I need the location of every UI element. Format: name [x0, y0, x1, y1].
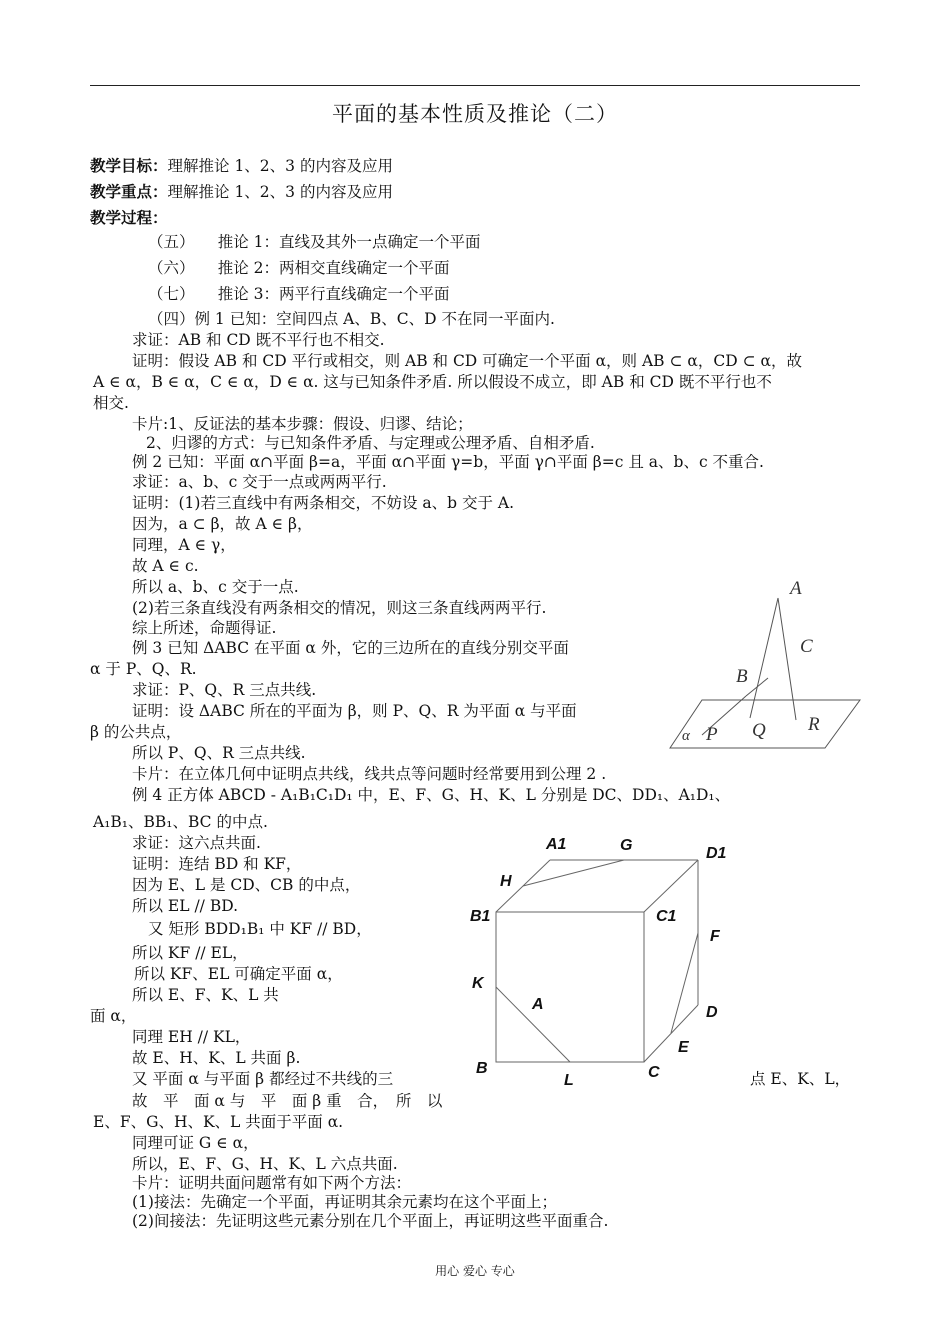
label-L: L	[564, 1072, 574, 1089]
label-D: D	[706, 1004, 718, 1021]
label-B1: B1	[470, 908, 491, 925]
label-R: R	[808, 714, 820, 735]
label-C1: C1	[656, 908, 677, 925]
example-2-prove: 求证：a、b、c 交于一点或两两平行.	[132, 473, 387, 491]
example-2-case-2: (2)若三条直线没有两条相交的情况，则这三条直线两两平行.	[132, 599, 547, 617]
top-rule	[90, 85, 860, 86]
example-4-step-10: 故 平 面 α 与 平 面 β 重 合， 所 以	[132, 1092, 443, 1110]
example-1-proof-cont: A ∈ α，B ∈ α，C ∈ α，D ∈ α. 这与已知条件矛盾. 所以假设不成立，即 AB 和 CD 既不平行也不	[93, 373, 772, 391]
edge-c-d	[644, 1005, 698, 1062]
corollary-3: （七） 推论 3：两平行直线确定一个平面	[148, 285, 450, 303]
example-1-proof: 证明：假设 AB 和 CD 平行或相交，则 AB 和 CD 可确定一个平面 α，则 AB ⊂ α，CD ⊂ α，故	[132, 352, 802, 370]
segment-hg	[523, 860, 624, 886]
label-H: H	[500, 873, 512, 890]
label-G: G	[620, 837, 633, 854]
example-4-given-cont: A₁B₁、BB₁、BC 的中点.	[93, 813, 268, 831]
corollary-1: （五） 推论 1：直线及其外一点确定一个平面	[148, 233, 481, 251]
example-4-step-5: 所以 KF、EL 可确定平面 α，	[134, 965, 343, 983]
process-label: 教学过程：	[90, 208, 168, 227]
example-3-given-cont: α 于 P、Q、R.	[90, 660, 197, 678]
card-3-method-2: (2)间接法：先证明这些元素分别在几个平面上，再证明这些平面重合.	[132, 1212, 609, 1230]
card-1: 卡片:1、反证法的基本步骤：假设、归谬、结论；	[132, 415, 473, 433]
corollary-2: （六） 推论 2：两相交直线确定一个平面	[148, 259, 450, 277]
example-3-proof-cont: β 的公共点，	[90, 723, 182, 741]
example-2-given: 例 2 已知：平面 α∩平面 β=a，平面 α∩平面 γ=b，平面 γ∩平面 β=c 且 a、b、c 不重合.	[132, 453, 764, 471]
label-D1: D1	[706, 845, 727, 862]
example-3-conclusion: 所以 P、Q、R 三点共线.	[132, 744, 306, 762]
example-4-proof: 证明：连结 BD 和 KF，	[132, 855, 302, 873]
focus-text: 理解推论 1、2、3 的内容及应用	[167, 183, 393, 201]
focus-line	[90, 182, 393, 202]
example-4-step-6-cont: 面 α，	[90, 1007, 137, 1025]
example-3-prove: 求证：P、Q、R 三点共线.	[132, 681, 317, 699]
page-footer: 用心 爱心 专心	[435, 1264, 515, 1278]
example-2-step-2: 同理，A ∈ γ，	[132, 536, 236, 554]
example-4-prove: 求证：这六点共面.	[132, 834, 261, 852]
label-C: C	[648, 1064, 660, 1081]
example-1-proof-end: 相交.	[93, 394, 129, 412]
line-ac	[778, 598, 796, 720]
example-3-proof: 证明：设 ΔABC 所在的平面为 β，则 P、Q、R 为平面 α 与平面	[132, 702, 577, 720]
label-F: F	[710, 928, 720, 945]
example-4-step-9: 又 平面 α 与平面 β 都经过不共线的三	[132, 1070, 394, 1088]
example-4-step-11: 同理可证 G ∈ α，	[132, 1134, 259, 1152]
example-4-step-1: 因为 E、L 是 CD、CB 的中点，	[132, 876, 361, 894]
example-4-given: 例 4 正方体 ABCD - A₁B₁C₁D₁ 中，E、F、G、H、K、L 分别是 DC、DD₁、A₁D₁、	[132, 786, 731, 804]
example-4-conclusion: 所以，E、F、G、H、K、L 六点共面.	[132, 1155, 398, 1173]
label-A1: A1	[546, 836, 567, 853]
example-4-step-10-cont: E、F、G、H、K、L 共面于平面 α.	[93, 1113, 344, 1131]
edge-c1-d1	[644, 860, 698, 912]
label-C: C	[800, 636, 813, 657]
example-2-step-3: 故 A ∈ c.	[132, 557, 199, 575]
example-2-step-4: 所以 a、b、c 交于一点.	[132, 578, 299, 596]
example-2-proof: 证明：(1)若三直线中有两条相交，不妨设 a、b 交于 A.	[132, 494, 515, 512]
example-3-given: 例 3 已知 ΔABC 在平面 α 外，它的三边所在的直线分别交平面	[132, 639, 569, 657]
example-1-prove: 求证：AB 和 CD 既不平行也不相交.	[132, 331, 385, 349]
example-4-step-4: 所以 KF // EL，	[132, 944, 248, 962]
focus-label: 教学重点：	[90, 182, 168, 201]
figure-cube	[460, 825, 740, 1095]
objective-label: 教学目标：	[90, 156, 168, 175]
process-line	[90, 208, 168, 228]
label-P: P	[706, 724, 718, 745]
example-4-step-2: 所以 EL // BD.	[132, 897, 239, 915]
figure-plane-triangle	[660, 570, 870, 760]
example-4-step-3: 又 矩形 BDD₁B₁ 中 KF // BD，	[148, 920, 372, 938]
line-bc-upper	[746, 678, 768, 696]
page-title: 平面的基本性质及推论（二）	[332, 102, 618, 126]
card-1-item-2: 2、归谬的方式：与已知条件矛盾、与定理或公理矛盾、自相矛盾.	[146, 434, 595, 452]
example-1-given: （四）例 1 已知：空间四点 A、B、C、D 不在同一平面内.	[148, 310, 555, 328]
cube-front-face	[496, 912, 644, 1062]
label-A: A	[790, 578, 802, 599]
card-2: 卡片：在立体几何中证明点共线，线共点等问题时经常要用到公理 2 .	[132, 765, 607, 783]
example-4-step-9-tail: 点 E、K、L，	[750, 1070, 851, 1088]
example-2-conclusion: 综上所述，命题得证.	[132, 619, 277, 637]
label-alpha: α	[682, 728, 690, 744]
label-A: A	[532, 996, 544, 1013]
example-4-step-6: 所以 E、F、K、L 共	[132, 986, 279, 1004]
label-K: K	[472, 975, 484, 992]
label-Q: Q	[752, 720, 766, 741]
label-B: B	[476, 1060, 488, 1077]
example-4-step-8: 故 E、H、K、L 共面 β.	[132, 1049, 301, 1067]
card-3: 卡片：证明共面问题常有如下两个方法：	[132, 1174, 412, 1192]
label-E: E	[678, 1039, 689, 1056]
objective-text: 理解推论 1、2、3 的内容及应用	[167, 157, 393, 175]
example-4-step-7: 同理 EH // KL，	[132, 1028, 251, 1046]
example-2-step-1: 因为，a ⊂ β，故 A ∈ β，	[132, 515, 313, 533]
segment-fe	[671, 933, 698, 1033]
label-B: B	[736, 666, 748, 687]
objective-line	[90, 156, 393, 176]
card-3-method-1: (1)接法：先确定一个平面，再证明其余元素均在这个平面上；	[132, 1193, 557, 1211]
